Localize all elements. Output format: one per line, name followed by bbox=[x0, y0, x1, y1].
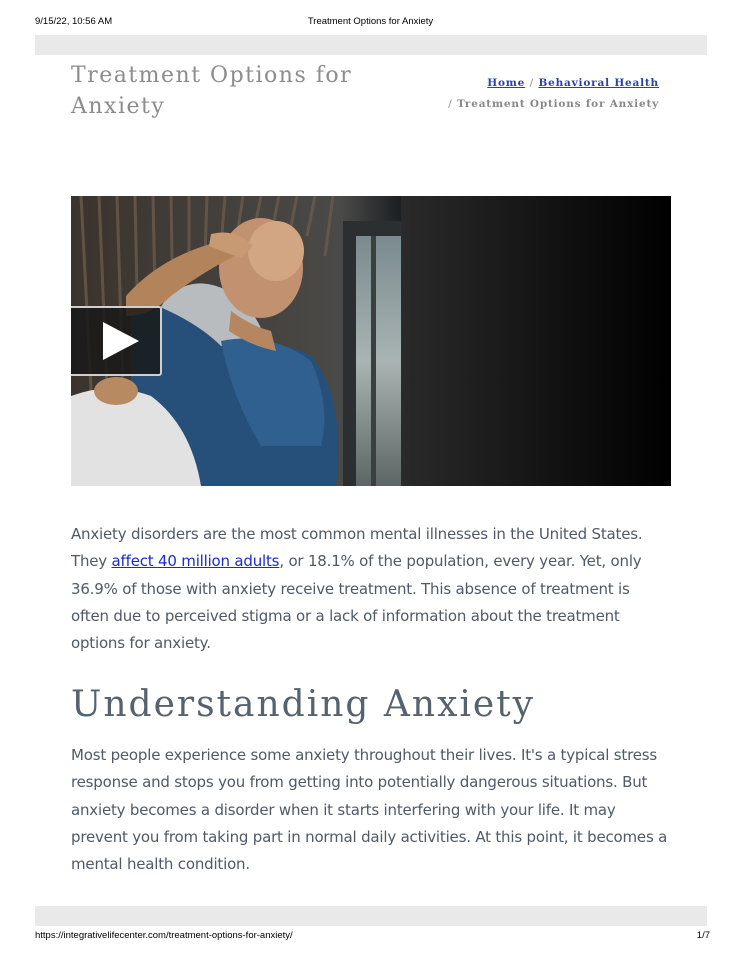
intro-paragraph bbox=[71, 521, 671, 657]
page-title: Treatment Options for Anxiety bbox=[71, 63, 353, 119]
hero-video[interactable] bbox=[71, 196, 671, 486]
section-heading: Understanding Anxiety bbox=[71, 684, 536, 725]
statistics-link[interactable]: affect 40 million adults bbox=[111, 552, 280, 571]
print-url: https://integrativelifecenter.com/treatment-options-for-anxiety/ bbox=[35, 930, 293, 941]
print-timestamp: 9/15/22, 10:56 AM bbox=[35, 16, 113, 27]
bottom-gray-bar bbox=[35, 906, 707, 926]
intro-text-after-link: , or 18.1% of the population, every year. Yet, only 36.9% of those with anxiety receive treatment. This absence of treatment is often due to perceived stigma or a lack of information about the treatment options for anxiety. bbox=[71, 552, 642, 653]
print-header bbox=[0, 16, 741, 30]
breadcrumb-current: Treatment Options for Anxiety bbox=[457, 98, 659, 110]
print-document-title: Treatment Options for Anxiety bbox=[307, 16, 434, 27]
intro-text-before-link: Anxiety disorders are the most common mental illnesses in the United States. They bbox=[71, 525, 643, 571]
section-paragraph: Most people experience some anxiety throughout their lives. It's a typical stress response and stops you from getting into potentially dangerous situations. But anxiety becomes a disorder when it starts interfering with your life. It may prevent you from taking part in normal daily activities. At this point, it becomes a mental health condition. bbox=[71, 746, 668, 874]
breadcrumb-category-link[interactable]: Behavioral Health bbox=[538, 77, 659, 89]
breadcrumb-separator: / bbox=[448, 98, 453, 110]
breadcrumb-separator: / bbox=[529, 77, 534, 89]
top-gray-bar bbox=[35, 35, 707, 55]
play-icon bbox=[103, 322, 139, 360]
breadcrumb-home-link[interactable]: Home bbox=[487, 77, 526, 89]
play-button[interactable] bbox=[71, 306, 162, 376]
breadcrumb bbox=[448, 73, 659, 115]
print-page-number: 1/7 bbox=[696, 930, 710, 941]
